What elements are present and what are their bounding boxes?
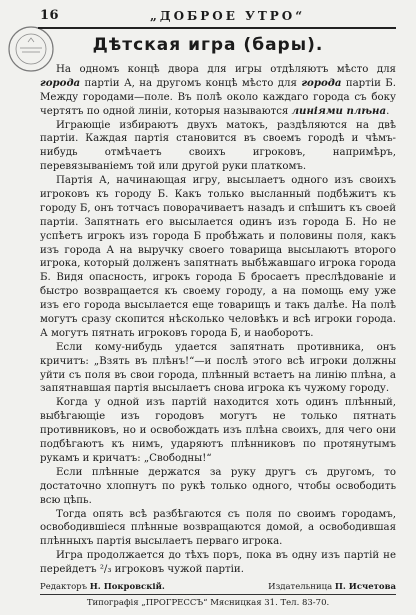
publisher-name: П. Исчетова: [334, 582, 396, 592]
paragraph: Партія А, начинающая игру, высылаетъ одного изъ своихъ игроковъ къ городу Б. Какъ только высланный подбѣжитъ къ городу Б, онъ тотчасъ поворачиваетъ назадъ и спѣшитъ къ своей партіи. Запятнать его высылается одинъ изъ города Б. Но не успѣетъ игрокъ изъ города Б пробѣжать и половины поля, какъ изъ города А на выручку своего товарища высылаютъ второго игрока, который долженъ запятнать выбѣжавшаго игрока города Б. Видя опасность, игрокъ города Б бросаетъ преслѣдованіе и быстро возвращается къ своему городу, а на помощь ему уже изъ его города высылается еще товарищъ и такъ далѣе. На полѣ могутъ сразу скопится нѣсколько человѣкъ и всѣ игроки города. А могутъ пятнать игроковъ города Б, и наоборотъ.: [40, 175, 396, 339]
paragraph: Играющіе избираютъ двухъ матокъ, раздѣляются на двѣ партіи. Каждая партія становится въ своемъ городѣ и чѣмъ-нибудь отмѣчаетъ своихъ игроковъ, напримѣръ, перевязываніемъ той или другой руки платкомъ.: [40, 119, 396, 173]
publisher-credit: [268, 582, 396, 592]
printer-line: Типографія „ПРОГРЕССЪ“ Мясницкая 31. Тел. 83-70.: [86, 598, 330, 608]
paragraph: Когда у одной изъ партій находится хоть одинъ плѣнный, выбѣгающіе изъ городовъ могутъ не только пятнать противниковъ, но и освобождать изъ плѣна своихъ, для чего они подбѣгаютъ къ нимъ, ударяютъ плѣнниковъ по протянутымъ рукамъ и кричатъ: „Свободны!“: [40, 397, 396, 464]
running-title: „ДОБРОЕ УТРО“: [150, 9, 306, 23]
paragraph: Если плѣнные держатся за руку другъ съ другомъ, то достаточно хлопнутъ по рукѣ только одного, чтобы освободить всю цѣпь.: [40, 466, 396, 506]
editor-label: Редакторъ: [40, 582, 88, 592]
paragraph: Игра продолжается до тѣхъ поръ, пока въ одну изъ партій не перейдетъ ²/₃ игроковъ чужой партіи.: [40, 550, 396, 576]
paragraph: Если кому-нибудь удается запятнать противника, онъ кричитъ: „Взять въ плѣнъ!“—и послѣ этого всѣ игроки должны уйти съ поля въ свои города, плѣнный встаетъ на линію плѣна, а запятнавшая партія высылаетъ снова игрока къ чужому городу.: [40, 341, 396, 395]
footer-rule: [40, 594, 396, 595]
paragraph: Тогда опять всѣ разбѣгаются съ поля по своимъ городамъ, освободившіеся плѣнные возвращаются домой, а освободившая плѣнныхъ партія высылаетъ перваго игрока.: [40, 508, 396, 548]
paragraph: На одномъ концѣ двора для игры отдѣляютъ мѣсто для города партіи А, на другомъ концѣ мѣсто для города партіи Б. Между городами—поле. Въ полѣ около каждаго города съ боку чертятъ по одной линіи, которыя называются линіями плѣна.: [40, 64, 396, 117]
publisher-label: Издательница: [268, 582, 333, 592]
editor-name: Н. Покровскій.: [89, 582, 165, 592]
editor-credit: [40, 582, 165, 592]
page-number: 16: [40, 8, 60, 23]
article-title: Дѣтская игра (бары).: [92, 35, 324, 55]
article-body: [40, 63, 396, 577]
header-rule: [38, 27, 396, 29]
page-header: [0, 0, 416, 30]
